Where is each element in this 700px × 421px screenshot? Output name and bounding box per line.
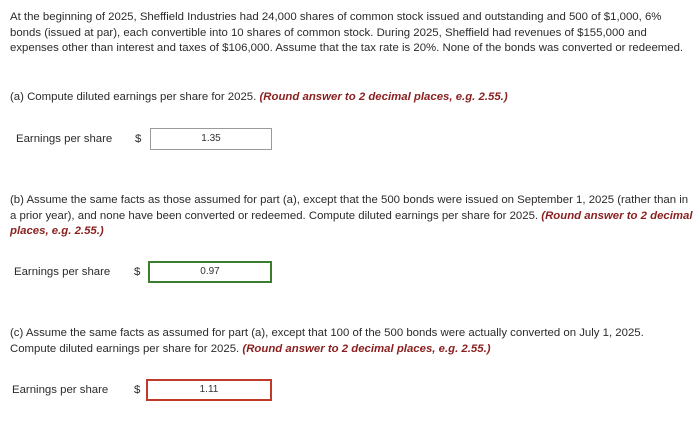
- part-a-answer-row: [16, 128, 276, 152]
- problem-intro: [10, 10, 690, 57]
- part-b-currency-symbol: $: [134, 266, 141, 278]
- part-c-rounding-instruction: (Round answer to 2 decimal places, e.g. 2.55.): [242, 342, 491, 355]
- part-a-eps-label: Earnings per share: [16, 133, 113, 146]
- part-a-eps-input[interactable]: [150, 128, 272, 150]
- part-c-eps-input[interactable]: [146, 379, 272, 401]
- problem-intro-text: At the beginning of 2025, Sheffield Industries had 24,000 shares of common stock issued and outstanding and 500 of $1,000, 6% bonds (issued at par), each convertible into 10 shares of common stock. During 2025, Sheffield had revenues of $155,000 and expenses other than interest and taxes of $106,000. Assume that the tax rate is 20%. None of the bonds was converted or redeemed.: [10, 11, 684, 54]
- part-b-eps-value: 0.97: [200, 266, 220, 278]
- part-a-question-text: (a) Compute diluted earnings per share for 2025.: [10, 91, 257, 103]
- part-c-question: [10, 326, 680, 357]
- part-c-eps-label: Earnings per share: [12, 384, 109, 397]
- part-a-rounding-instruction: (Round answer to 2 decimal places, e.g. 2.55.): [259, 91, 508, 103]
- part-a-currency-symbol: $: [135, 133, 142, 145]
- part-c-eps-value: 1.11: [199, 384, 219, 396]
- part-b-eps-input[interactable]: [148, 261, 272, 283]
- part-c-answer-row: [12, 379, 276, 403]
- part-b-answer-row: [14, 261, 276, 285]
- part-a-question: [10, 90, 690, 106]
- part-b-eps-label: Earnings per share: [14, 266, 111, 279]
- part-b-question-text: (b) Assume the same facts as those assumed for part (a), except that the 500 bonds were issued on September 1, 2025 (rather than in a prior year), and none have been converted or redeemed. Compute diluted earnings per share for 2025.: [10, 194, 689, 222]
- part-b-rounding-instruction: (Round answer to 2 decimal places, e.g. 2.55.): [10, 209, 693, 237]
- part-a-eps-value: 1.35: [201, 133, 221, 145]
- part-b-question: [10, 193, 694, 240]
- part-c-question-text: (c) Assume the same facts as assumed for part (a), except that 100 of the 500 bonds were actually converted on July 1, 2025. Compute diluted earnings per share for 2025.: [10, 327, 644, 355]
- part-c-currency-symbol: $: [134, 384, 141, 396]
